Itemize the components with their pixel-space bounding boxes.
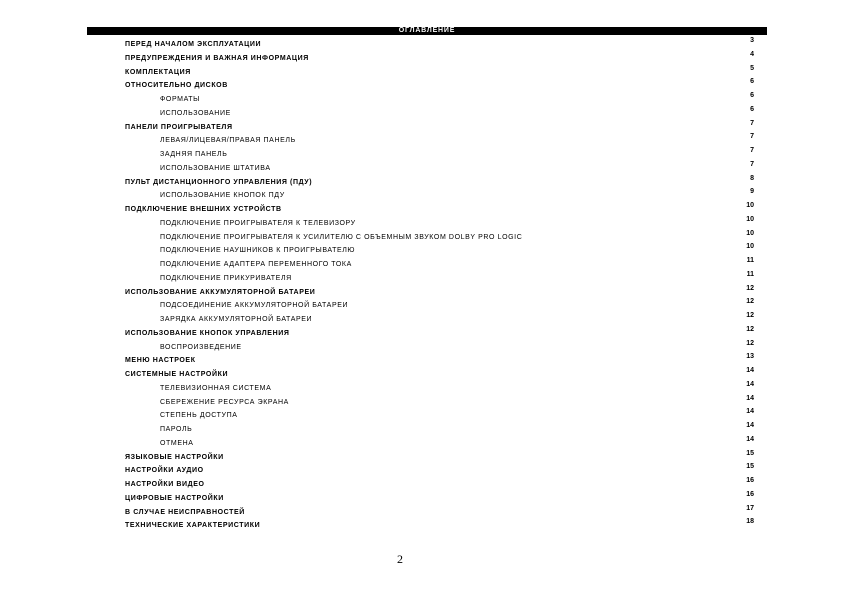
toc-entry-label: ЛЕВАЯ/ЛИЦЕВАЯ/ПРАВАЯ ПАНЕЛЬ <box>160 137 296 145</box>
toc-subsection-entry[interactable] <box>0 339 842 356</box>
toc-section-entry[interactable] <box>0 284 842 301</box>
toc-entry-page: 12 <box>746 298 754 306</box>
toc-section-entry[interactable] <box>0 449 842 466</box>
toc-entry-label: ЦИФРОВЫЕ НАСТРОЙКИ <box>125 494 224 502</box>
toc-entry-label: ТЕЛЕВИЗИОННАЯ СИСТЕМА <box>160 384 272 392</box>
toc-entry-label: ИСПОЛЬЗОВАНИЕ АККУМУЛЯТОРНОЙ БАТАРЕИ <box>125 288 316 296</box>
toc-entry-label: ПОДСОЕДИНЕНИЕ АККУМУЛЯТОРНОЙ БАТАРЕИ <box>160 302 349 310</box>
toc-entry-label: ОТНОСИТЕЛЬНО ДИСКОВ <box>125 82 228 90</box>
toc-subsection-entry[interactable] <box>0 312 842 328</box>
toc-section-entry[interactable] <box>0 64 842 81</box>
toc-entry-page: 14 <box>746 394 754 402</box>
toc-entry-label: НАСТРОЙКИ АУДИО <box>125 467 204 475</box>
toc-entry-label: ОТМЕНА <box>160 439 194 447</box>
toc-subsection-entry[interactable] <box>0 160 842 177</box>
toc-entry-label: В СЛУЧАЕ НЕИСПРАВНОСТЕЙ <box>125 508 245 516</box>
toc-subsection-entry[interactable] <box>0 105 842 122</box>
toc-entry-label: МЕНЮ НАСТРОЕК <box>125 357 196 365</box>
toc-entry-label: ИСПОЛЬЗОВАНИЕ КНОПОК ПДУ <box>160 192 285 200</box>
toc-entry-label: ПОДКЛЮЧЕНИЕ ПРОИГРЫВАТЕЛЯ К УСИЛИТЕЛЮ С ОБЪЕМНЫМ ЗВУКОМ DOLBY PRO LOGIC <box>160 233 523 241</box>
toc-entry-label: ВОСПРОИЗВЕДЕНИЕ <box>160 343 242 351</box>
toc-entry-label: ИСПОЛЬЗОВАНИЕ ШТАТИВА <box>160 164 271 172</box>
toc-subsection-entry[interactable] <box>0 408 842 424</box>
toc-section-entry[interactable] <box>0 78 842 94</box>
toc-entry-page: 12 <box>746 339 754 347</box>
toc-entry-label: ПОДКЛЮЧЕНИЕ АДАПТЕРА ПЕРЕМЕННОГО ТОКА <box>160 261 352 268</box>
toc-section-entry[interactable] <box>0 477 842 493</box>
toc-entry-page: 14 <box>746 422 754 429</box>
toc-subsection-entry[interactable] <box>0 422 842 438</box>
toc-entry-page: 7 <box>750 119 754 127</box>
toc-entry-page: 3 <box>750 37 754 44</box>
toc-entry-page: 14 <box>746 380 754 388</box>
toc-entry-label: ТЕХНИЧЕСКИЕ ХАРАКТЕРИСТИКИ <box>125 522 261 530</box>
toc-entry-label: ПАРОЛЬ <box>160 426 193 433</box>
toc-subsection-entry[interactable] <box>0 92 842 108</box>
toc-entry-page: 4 <box>750 50 754 58</box>
toc-section-entry[interactable] <box>0 325 842 342</box>
toc-entry-label: ПРЕДУПРЕЖДЕНИЯ И ВАЖНАЯ ИНФОРМАЦИЯ <box>125 54 309 62</box>
toc-entry-page: 11 <box>746 270 754 278</box>
toc-subsection-entry[interactable] <box>0 257 842 273</box>
toc-section-entry[interactable] <box>0 490 842 507</box>
toc-title: ОГЛАВЛЕНИЕ <box>87 27 767 35</box>
toc-entry-label: ПОДКЛЮЧЕНИЕ ПРОИГРЫВАТЕЛЯ К ТЕЛЕВИЗОРУ <box>160 219 356 227</box>
toc-entry-page: 10 <box>746 202 754 209</box>
toc-entry-page: 15 <box>746 463 754 471</box>
toc-section-entry[interactable] <box>0 202 842 218</box>
toc-entry-page: 6 <box>750 78 754 86</box>
toc-subsection-entry[interactable] <box>0 188 842 204</box>
toc-section-entry[interactable] <box>0 504 842 521</box>
toc-subsection-entry[interactable] <box>0 298 842 314</box>
toc-entry-page: 10 <box>746 243 754 251</box>
toc-entry-label: ПУЛЬТ ДИСТАНЦИОННОГО УПРАВЛЕНИЯ (ПДУ) <box>125 178 313 186</box>
toc-entry-page: 10 <box>746 229 754 237</box>
toc-entry-page: 11 <box>746 257 754 264</box>
toc-entry-label: КОМПЛЕКТАЦИЯ <box>125 68 191 76</box>
toc-section-entry[interactable] <box>0 463 842 479</box>
toc-entry-page: 7 <box>750 160 754 168</box>
toc-section-entry[interactable] <box>0 518 842 534</box>
toc-subsection-entry[interactable] <box>0 270 842 287</box>
toc-entry-label: ИСПОЛЬЗОВАНИЕ <box>160 109 231 117</box>
toc-subsection-entry[interactable] <box>0 147 842 163</box>
toc-entry-page: 5 <box>750 64 754 72</box>
page-number: 2 <box>397 552 403 566</box>
toc-entry-page: 8 <box>750 174 754 182</box>
toc-section-entry[interactable] <box>0 353 842 369</box>
toc-entry-page: 14 <box>746 367 754 374</box>
toc-entry-page: 13 <box>746 353 754 361</box>
toc-entry-label: СИСТЕМНЫЕ НАСТРОЙКИ <box>125 371 229 378</box>
toc-entry-page: 16 <box>746 490 754 498</box>
toc-section-entry[interactable] <box>0 174 842 191</box>
toc-entry-page: 7 <box>750 133 754 141</box>
toc-entry-label: ЗАРЯДКА АККУМУЛЯТОРНОЙ БАТАРЕИ <box>160 316 313 323</box>
toc-subsection-entry[interactable] <box>0 394 842 411</box>
toc-entry-page: 6 <box>750 105 754 113</box>
toc-section-entry[interactable] <box>0 37 842 53</box>
toc-section-entry[interactable] <box>0 367 842 383</box>
toc-entry-label: ИСПОЛЬЗОВАНИЕ КНОПОК УПРАВЛЕНИЯ <box>125 329 290 337</box>
toc-entry-label: СТЕПЕНЬ ДОСТУПА <box>160 412 238 420</box>
toc-entry-page: 14 <box>746 408 754 416</box>
toc-entry-label: ПАНЕЛИ ПРОИГРЫВАТЕЛЯ <box>125 123 233 131</box>
toc-entry-page: 16 <box>746 477 754 484</box>
toc-section-entry[interactable] <box>0 50 842 67</box>
toc-entry-label: ЗАДНЯЯ ПАНЕЛЬ <box>160 151 228 158</box>
toc-entry-label: ПЕРЕД НАЧАЛОМ ЭКСПЛУАТАЦИИ <box>125 41 262 48</box>
toc-subsection-entry[interactable] <box>0 435 842 452</box>
toc-entry-page: 18 <box>746 518 754 526</box>
toc-entry-page: 17 <box>746 504 754 512</box>
toc-entry-label: ЯЗЫКОВЫЕ НАСТРОЙКИ <box>125 453 224 461</box>
toc-entry-label: ФОРМАТЫ <box>160 96 200 103</box>
toc-entry-page: 9 <box>750 188 754 196</box>
toc-entry-label: ПОДКЛЮЧЕНИЕ ПРИКУРИВАТЕЛЯ <box>160 274 292 282</box>
toc-entry-label: НАСТРОЙКИ ВИДЕО <box>125 481 205 488</box>
toc-subsection-entry[interactable] <box>0 243 842 259</box>
toc-entry-page: 12 <box>746 325 754 333</box>
toc-entry-page: 12 <box>746 284 754 292</box>
toc-subsection-entry[interactable] <box>0 215 842 232</box>
toc-subsection-entry[interactable] <box>0 380 842 397</box>
toc-subsection-entry[interactable] <box>0 133 842 149</box>
toc-entry-page: 15 <box>746 449 754 457</box>
toc-entry-label: СБЕРЕЖЕНИЕ РЕСУРСА ЭКРАНА <box>160 398 289 406</box>
toc-entry-page: 10 <box>746 215 754 223</box>
toc-entry-page: 14 <box>746 435 754 443</box>
toc-entry-page: 7 <box>750 147 754 154</box>
toc-entry-label: ПОДКЛЮЧЕНИЕ НАУШНИКОВ К ПРОИГРЫВАТЕЛЮ <box>160 247 356 255</box>
toc-entry-label: ПОДКЛЮЧЕНИЕ ВНЕШНИХ УСТРОЙСТВ <box>125 206 282 213</box>
toc-entry-page: 6 <box>750 92 754 99</box>
toc-entry-page: 12 <box>746 312 754 319</box>
toc-section-entry[interactable] <box>0 119 842 136</box>
toc-subsection-entry[interactable] <box>0 229 842 246</box>
